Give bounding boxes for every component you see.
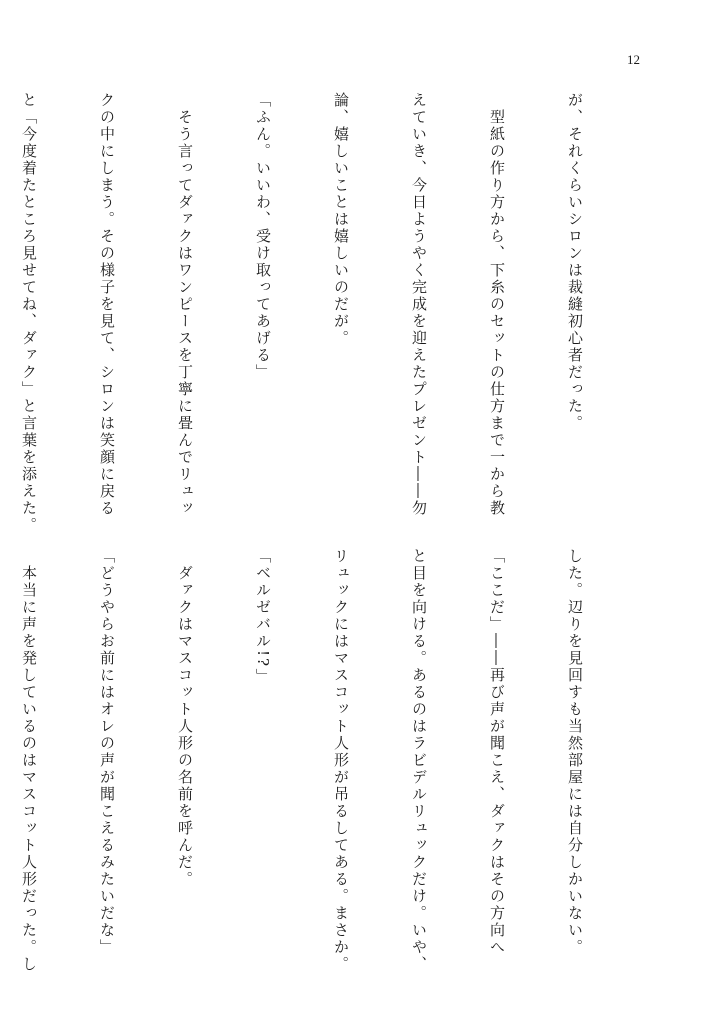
text-line: えていき、今日ようやく完成を迎えたプレゼント――勿	[410, 92, 428, 517]
lower-text-block	[20, 548, 640, 973]
upper-text-block	[20, 92, 640, 534]
text-line: 論、嬉しいことは嬉しいのだが。	[332, 92, 350, 347]
text-line: リュックにはマスコット人形が吊るしてある。まさか。	[332, 548, 350, 973]
text-line: と目を向ける。あるのはラビデルリュックだけ。いや、	[410, 548, 428, 973]
text-line: 「ベルゼバル!?」	[254, 548, 272, 686]
text-line: が、それくらいシロンは裁縫初心者だった。	[566, 92, 584, 432]
text-line: クの中にしまう。その様子を見て、シロンは笑顔に戻る	[98, 92, 116, 517]
text-line: した。辺りを見回すも当然部屋には自分しかいない。	[566, 548, 584, 956]
text-line: 型紙の作り方から、下糸のセットの仕方まで一から教	[488, 92, 506, 517]
page-number: 12	[627, 52, 640, 67]
text-line: 本当に声を発しているのはマスコット人形だった。し	[20, 548, 38, 973]
text-line: ダァクはマスコット人形の名前を呼んだ。	[176, 548, 194, 888]
text-line: と「今度着たところ見せてね、ダァク」と言葉を添えた。	[20, 92, 38, 534]
text-line: 「ふん。いいわ、受け取ってあげる」	[254, 92, 272, 381]
text-line: そう言ってダァクはワンピースを丁寧に畳んでリュッ	[176, 92, 194, 517]
text-line: 「ここだ」――再び声が聞こえ、ダァクはその方向へ	[488, 548, 506, 956]
text-line: 「どうやらお前にはオレの声が聞こえるみたいだな」	[98, 548, 116, 956]
